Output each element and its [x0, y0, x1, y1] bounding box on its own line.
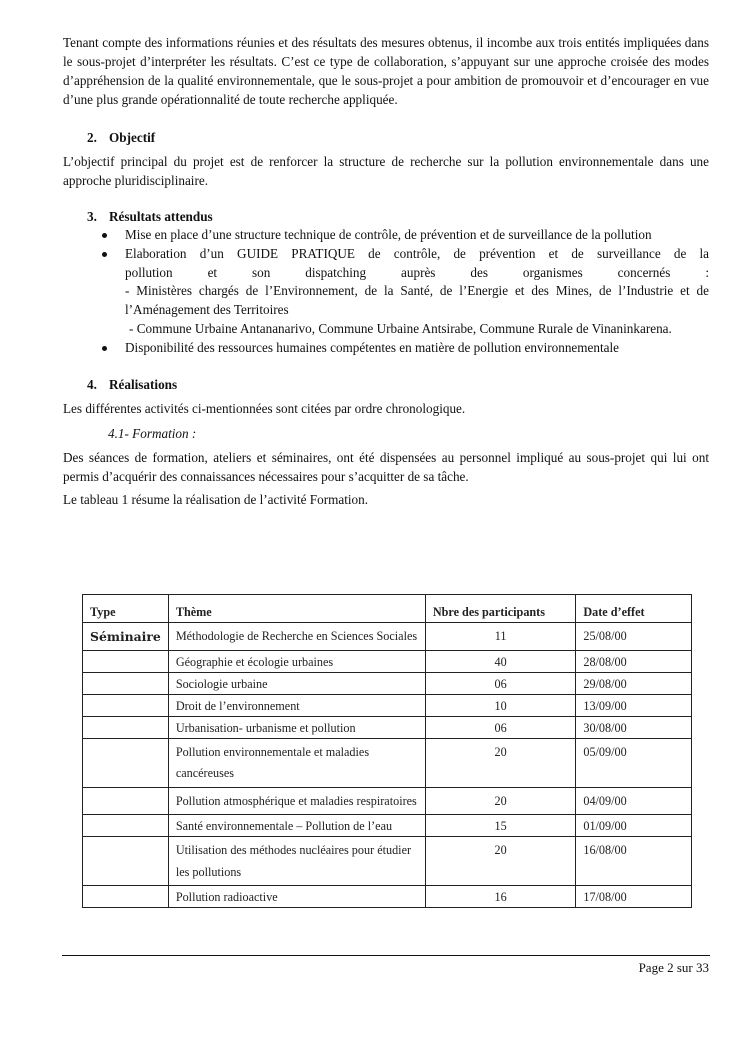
cell-theme: Utilisation des méthodes nucléaires pour étudier les pollutions [168, 837, 425, 886]
resultats-list [63, 226, 709, 358]
cell-theme: Sociologie urbaine [168, 672, 425, 694]
footer-divider [62, 955, 710, 956]
cell-date: 29/08/00 [576, 672, 692, 694]
section-title: Résultats attendus [109, 209, 213, 224]
table-row [83, 837, 692, 886]
section-heading-resultats [63, 207, 709, 226]
cell-date: 17/08/00 [576, 886, 692, 908]
cell-date: 16/08/00 [576, 837, 692, 886]
cell-date: 28/08/00 [576, 650, 692, 672]
table-row [83, 716, 692, 738]
table-row [83, 650, 692, 672]
cell-date: 04/09/00 [576, 787, 692, 815]
cell-type [83, 738, 169, 787]
bullet-icon [102, 252, 107, 257]
table-header-row [83, 595, 692, 623]
list-item-subtext: - Commune Urbaine Antananarivo, Commune Urbaine Antsirabe, Commune Rurale de Vinaninkarena. [129, 320, 672, 336]
cell-participants: 20 [425, 837, 576, 886]
cell-theme: Pollution atmosphérique et maladies respiratoires [168, 787, 425, 815]
cell-participants: 40 [425, 650, 576, 672]
cell-participants: 06 [425, 716, 576, 738]
cell-date: 25/08/00 [576, 623, 692, 651]
cell-participants: 11 [425, 623, 576, 651]
cell-participants: 20 [425, 738, 576, 787]
section-heading-objectif [63, 128, 709, 147]
list-item-text: pollution et son dispatching auprès des organismes concernés : [125, 264, 709, 280]
cell-date: 01/09/00 [576, 815, 692, 837]
list-item-text: Elaboration d’un GUIDE PRATIQUE de contrôle, de prévention et de surveillance de la [125, 245, 709, 261]
cell-theme: Méthodologie de Recherche en Sciences Sociales [168, 623, 425, 651]
cell-participants: 06 [425, 672, 576, 694]
cell-type [83, 787, 169, 815]
page-number: Page 2 sur 33 [638, 960, 709, 975]
section-number: 4. [87, 376, 97, 392]
table-row [83, 738, 692, 787]
cell-theme: Pollution environnementale et maladies cancéreuses [168, 738, 425, 787]
cell-type [83, 837, 169, 886]
cell-type [83, 886, 169, 908]
list-item [63, 245, 709, 339]
cell-date: 30/08/00 [576, 716, 692, 738]
cell-date: 05/09/00 [576, 738, 692, 787]
list-item [63, 339, 709, 358]
table-row [83, 623, 692, 651]
table-row [83, 815, 692, 837]
section-title: Réalisations [109, 376, 178, 392]
realisations-paragraph: Les différentes activités ci-mentionnées sont citées par ordre chronologique. [63, 400, 466, 416]
list-item [63, 226, 709, 245]
table-row [83, 886, 692, 908]
column-header-theme: Thème [168, 595, 425, 623]
cell-theme: Santé environnementale – Pollution de l’eau [168, 815, 425, 837]
section-number: 2. [87, 130, 97, 145]
section-number: 3. [87, 209, 97, 224]
bullet-icon [102, 233, 107, 238]
bullet-icon [102, 346, 107, 351]
column-header-type: Type [83, 595, 169, 623]
formation-paragraph: Des séances de formation, ateliers et séminaires, ont été dispensées au personnel impliqué au sous-projet qui lui ont permis d’acquérir des connaissances nécessaires pour s’acquitter de sa tâche. [63, 449, 709, 484]
cell-participants: 10 [425, 694, 576, 716]
list-item-text: Mise en place d’une structure technique de contrôle, de prévention et de surveillance de la pollution [125, 227, 652, 242]
column-header-participants: Nbre des participants [425, 595, 576, 623]
cell-theme: Géographie et écologie urbaines [168, 650, 425, 672]
section-heading-realisations [63, 375, 709, 394]
subsection-heading-formation: 4.1- Formation : [108, 425, 197, 441]
cell-type [83, 650, 169, 672]
objectif-paragraph: L’objectif principal du projet est de renforcer la structure de recherche sur la pollution environnementale dans une approche pluridisciplinaire. [63, 154, 709, 188]
column-header-date: Date d’effet [576, 595, 692, 623]
cell-theme: Droit de l’environnement [168, 694, 425, 716]
document-page [63, 33, 709, 509]
cell-type: Séminaire [83, 623, 169, 651]
table-row [83, 672, 692, 694]
list-item-text: Disponibilité des ressources humaines compétentes en matière de pollution environnementale [125, 339, 620, 355]
formation-table [82, 594, 692, 908]
cell-participants: 20 [425, 787, 576, 815]
cell-type [83, 716, 169, 738]
cell-type [83, 694, 169, 716]
cell-participants: 15 [425, 815, 576, 837]
cell-theme: Pollution radioactive [168, 886, 425, 908]
list-item-subtext: - Ministères chargés de l’Environnement, de la Santé, de l’Energie et des Mines, de l’Industrie et de l’Aménagement des Territoires [125, 283, 709, 318]
cell-participants: 16 [425, 886, 576, 908]
table-row [83, 787, 692, 815]
section-title: Objectif [109, 130, 156, 145]
cell-date: 13/09/00 [576, 694, 692, 716]
table-row [83, 694, 692, 716]
cell-theme: Urbanisation- urbanisme et pollution [168, 716, 425, 738]
cell-type [83, 815, 169, 837]
cell-type [83, 672, 169, 694]
intro-paragraph: Tenant compte des informations réunies et des résultats des mesures obtenus, il incombe aux trois entités impliquées dans le sous-projet d’interpréter les résultats. C’est ce type de collaboration, s’appuyant sur une approche croisée des modes d’appréhension de la qualité environnementale, que le sous-projet a pour ambition de promouvoir et d’encourager en vue d’une plus grande opérationnalité de toute recherche appliquée. [63, 35, 709, 107]
table-intro: Le tableau 1 résume la réalisation de l’activité Formation. [63, 491, 369, 507]
